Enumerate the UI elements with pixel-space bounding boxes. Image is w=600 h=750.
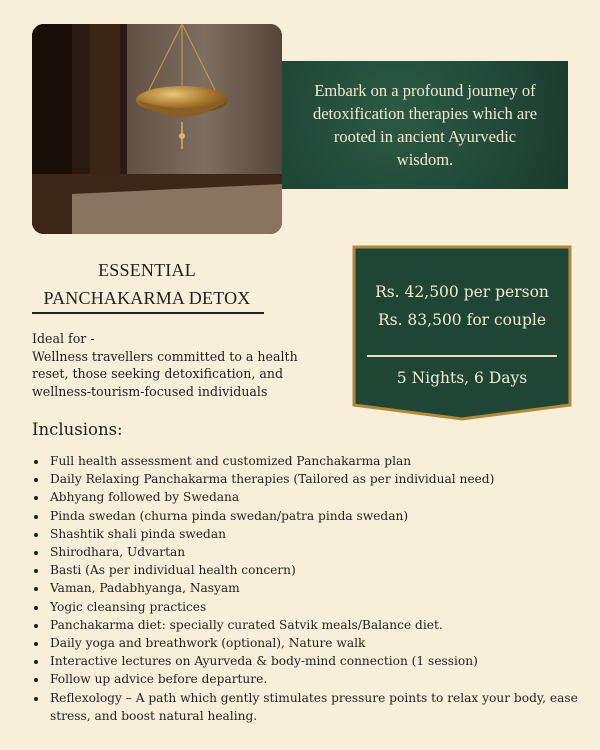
list-item: • Interactive lectures on Ayurveda & body-mind connection (1 session) bbox=[48, 652, 598, 670]
ideal-for-text: Wellness travellers committed to a health reset, those seeking detoxification, and wellness-tourism-focused individuals bbox=[32, 348, 298, 399]
list-item: • Panchakarma diet: specially curated Satvik meals/Balance diet. bbox=[48, 616, 598, 634]
list-item: • Daily yoga and breathwork (optional), Nature walk bbox=[48, 634, 598, 652]
inclusions-list bbox=[32, 452, 598, 725]
list-item: • Pinda swedan (churna pinda swedan/patra pinda swedan) bbox=[48, 507, 598, 525]
ideal-for-section bbox=[32, 330, 322, 400]
price-couple: Rs. 83,500 for couple bbox=[377, 311, 547, 329]
list-item: • Daily Relaxing Panchakarma therapies (Tailored as per individual need) bbox=[48, 470, 598, 488]
list-item: • Yogic cleansing practices bbox=[48, 598, 598, 616]
list-item: • Basti (As per individual health concern) bbox=[48, 561, 598, 579]
price-divider bbox=[367, 355, 557, 357]
intro-banner bbox=[282, 61, 568, 189]
list-item: • Abhyang followed by Swedana bbox=[48, 488, 598, 506]
list-item: • Full health assessment and customized Panchakarma plan bbox=[48, 452, 598, 470]
shirodhara-vessel-illustration bbox=[32, 24, 282, 234]
package-duration: 5 Nights, 6 Days bbox=[396, 369, 528, 387]
inclusions-heading: Inclusions: bbox=[32, 420, 123, 439]
price-card bbox=[352, 245, 572, 421]
list-item: • Vaman, Padabhyanga, Nasyam bbox=[48, 579, 598, 597]
title-divider bbox=[32, 312, 264, 314]
shirodhara-photo bbox=[32, 24, 282, 234]
package-title-line1: ESSENTIAL bbox=[98, 260, 196, 280]
list-item: • Shashtik shali pinda swedan bbox=[48, 525, 598, 543]
package-title-line2: PANCHAKARMA DETOX bbox=[43, 288, 251, 308]
list-item: • Reflexology – A path which gently stimulates pressure points to relax your body, ease stress, and boost natural healing. bbox=[48, 689, 598, 725]
ideal-for-label: Ideal for - bbox=[32, 331, 95, 346]
package-title bbox=[32, 256, 262, 312]
list-item: • Follow up advice before departure. bbox=[48, 670, 598, 688]
intro-text: Embark on a profound journey of detoxification therapies which are rooted in ancient Ayurvedic wisdom. bbox=[312, 81, 538, 169]
list-item: • Shirodhara, Udvartan bbox=[48, 543, 598, 561]
price-per-person: Rs. 42,500 per person bbox=[375, 283, 549, 301]
